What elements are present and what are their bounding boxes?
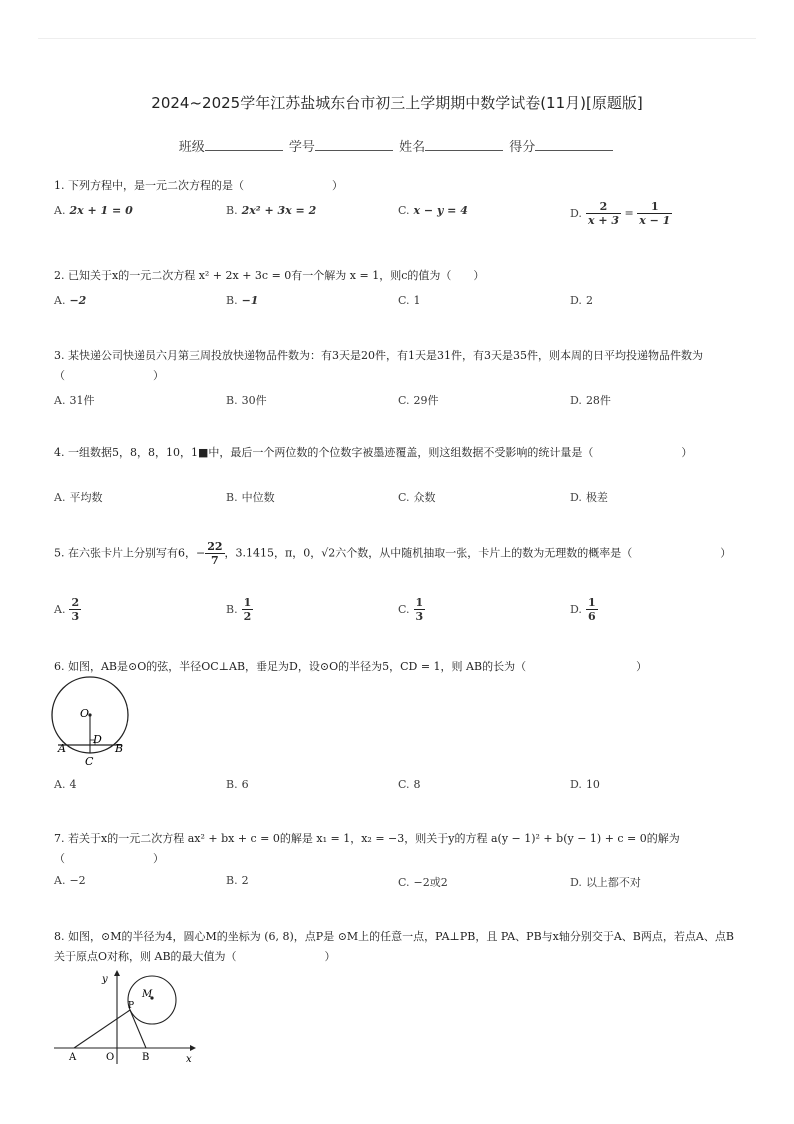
q6-option-d[interactable]: D. 10	[570, 778, 600, 791]
q6-option-b[interactable]: B. 6	[226, 778, 249, 791]
line-pa	[74, 1010, 130, 1048]
q2-option-b[interactable]: B. −1	[226, 294, 259, 307]
q1-option-b[interactable]: B. 2x² + 3x = 2	[226, 204, 317, 217]
line-pb	[130, 1010, 146, 1048]
q2-option-a[interactable]: A. −2	[54, 294, 87, 307]
student-id-label: 学号	[288, 140, 315, 155]
circle-m	[128, 976, 176, 1024]
label-x: x	[186, 1054, 192, 1065]
label-b: B	[115, 742, 124, 755]
question-3-stem: 3. 某快递公司快递员六月第三周投放快递物品件数为：有3天是20件，有1天是31件，有3天是35件，则本周的日平均投递物品件数为（ ）	[54, 349, 703, 382]
label-o: O	[106, 1052, 115, 1063]
question-2-stem: 2. 已知关于x的一元二次方程 x² + 2x + 3c = 0有一个解为 x = 1，则c的值为（ ）	[54, 269, 485, 282]
q7-option-d[interactable]: D. 以上都不对	[570, 876, 641, 889]
label-o: O	[80, 707, 90, 720]
label-d: D	[93, 733, 102, 746]
label-b: B	[142, 1052, 150, 1063]
label-p: P	[128, 1001, 135, 1011]
q2-option-c[interactable]: C. 1	[398, 294, 421, 307]
question-3-options	[54, 392, 744, 418]
label-a: A	[58, 742, 66, 755]
page-title: 2024~2025学年江苏盐城东台市初三上学期期中数学试卷(11月)[原题版]	[151, 94, 643, 112]
top-rule	[38, 38, 756, 39]
q5-option-c[interactable]: C. $\frac{1}{3}$	[398, 596, 424, 623]
q4-option-b[interactable]: B. 中位数	[226, 491, 275, 504]
circle-chord-figure	[48, 676, 138, 768]
q4-option-c[interactable]: C. 众数	[398, 491, 436, 504]
q3-option-c[interactable]: C. 29件	[398, 394, 439, 407]
question-5-options	[54, 596, 744, 622]
label-a: A	[69, 1052, 77, 1063]
q3-option-a[interactable]: A. 31件	[54, 394, 95, 407]
q2-option-d[interactable]: D. 2	[570, 294, 593, 307]
y-axis-arrow	[114, 970, 120, 976]
x-axis-arrow	[190, 1045, 196, 1051]
q6-option-c[interactable]: C. 8	[398, 778, 421, 791]
question-2-options	[54, 294, 744, 320]
question-8-stem: 8. 如图，⊙M的半径为4，圆心M的坐标为 (6, 8)，点P是 ⊙M上的任意一点，PA⊥PB，且 PA、PB与x轴分别交于A、B两点，若点A、点B关于原点O对称，则 AB的最大值为（ ）	[54, 930, 734, 963]
q3-option-b[interactable]: B. 30件	[226, 394, 267, 407]
q7-option-b[interactable]: B. 2	[226, 874, 249, 887]
q1-option-c[interactable]: C. x − y = 4	[398, 204, 468, 217]
question-1-stem: 1. 下列方程中，是一元二次方程的是（ ）	[54, 179, 343, 192]
question-1-options	[54, 200, 744, 230]
label-m: M	[142, 989, 153, 1000]
question-7-stem: 7. 若关于x的一元二次方程 ax² + bx + c = 0的解是 x₁ = 1，x₂ = −3，则关于y的方程 a(y − 1)² + b(y − 1) + c = 0的解为（ ）	[54, 832, 680, 865]
question-6-stem: 6. 如图，AB是⊙O的弦，半径OC⊥AB，垂足为D，设⊙O的半径为5，CD = 1，则 AB的长为（ ）	[54, 660, 648, 673]
label-y: y	[102, 974, 108, 985]
class-field[interactable]	[179, 136, 285, 155]
class-label: 班级	[178, 140, 205, 155]
question-4-options	[54, 489, 744, 515]
q7-option-c[interactable]: C. −2或2	[398, 876, 448, 889]
q4-option-d[interactable]: D. 极差	[570, 491, 608, 504]
score-label: 得分	[509, 140, 536, 155]
score-field[interactable]	[509, 136, 615, 155]
q3-option-d[interactable]: D. 28件	[570, 394, 611, 407]
q5-option-b[interactable]: B. $\frac{1}{2}$	[226, 596, 252, 623]
q1-option-d[interactable]: D. $\frac{2}{x + 3}$ = $\frac{1}{x - 1}$	[570, 200, 671, 227]
q6-option-a[interactable]: A. 4	[54, 778, 77, 791]
question-6-options	[54, 778, 744, 804]
q7-option-a[interactable]: A. −2	[54, 874, 86, 887]
label-c: C	[85, 755, 94, 768]
q5-option-a[interactable]: A. $\frac{2}{3}$	[54, 596, 80, 623]
q4-option-a[interactable]: A. 平均数	[54, 491, 103, 504]
name-field[interactable]	[399, 136, 505, 155]
question-5-stem: 5. 在六张卡片上分别写有6，− $\frac{22}{7}$ ，3.1415，π，0，√2六个数，从中随机抽取一张，卡片上的数为无理数的概率是（ ）	[54, 540, 732, 567]
q1-option-a[interactable]: A. 2x + 1 = 0	[54, 204, 133, 217]
coordinate-circle-figure	[50, 968, 200, 1068]
student-id-field[interactable]	[289, 136, 395, 155]
q5-option-d[interactable]: D. $\frac{1}{6}$	[570, 596, 596, 623]
name-label: 姓名	[399, 140, 426, 155]
question-4-stem: 4. 一组数据5，8，8，10，1■中，最后一个两位数的个位数字被墨迹覆盖，则这组数据不受影响的统计量是（ ）	[54, 446, 693, 459]
student-info-line	[0, 136, 794, 155]
question-7-options	[54, 874, 744, 900]
